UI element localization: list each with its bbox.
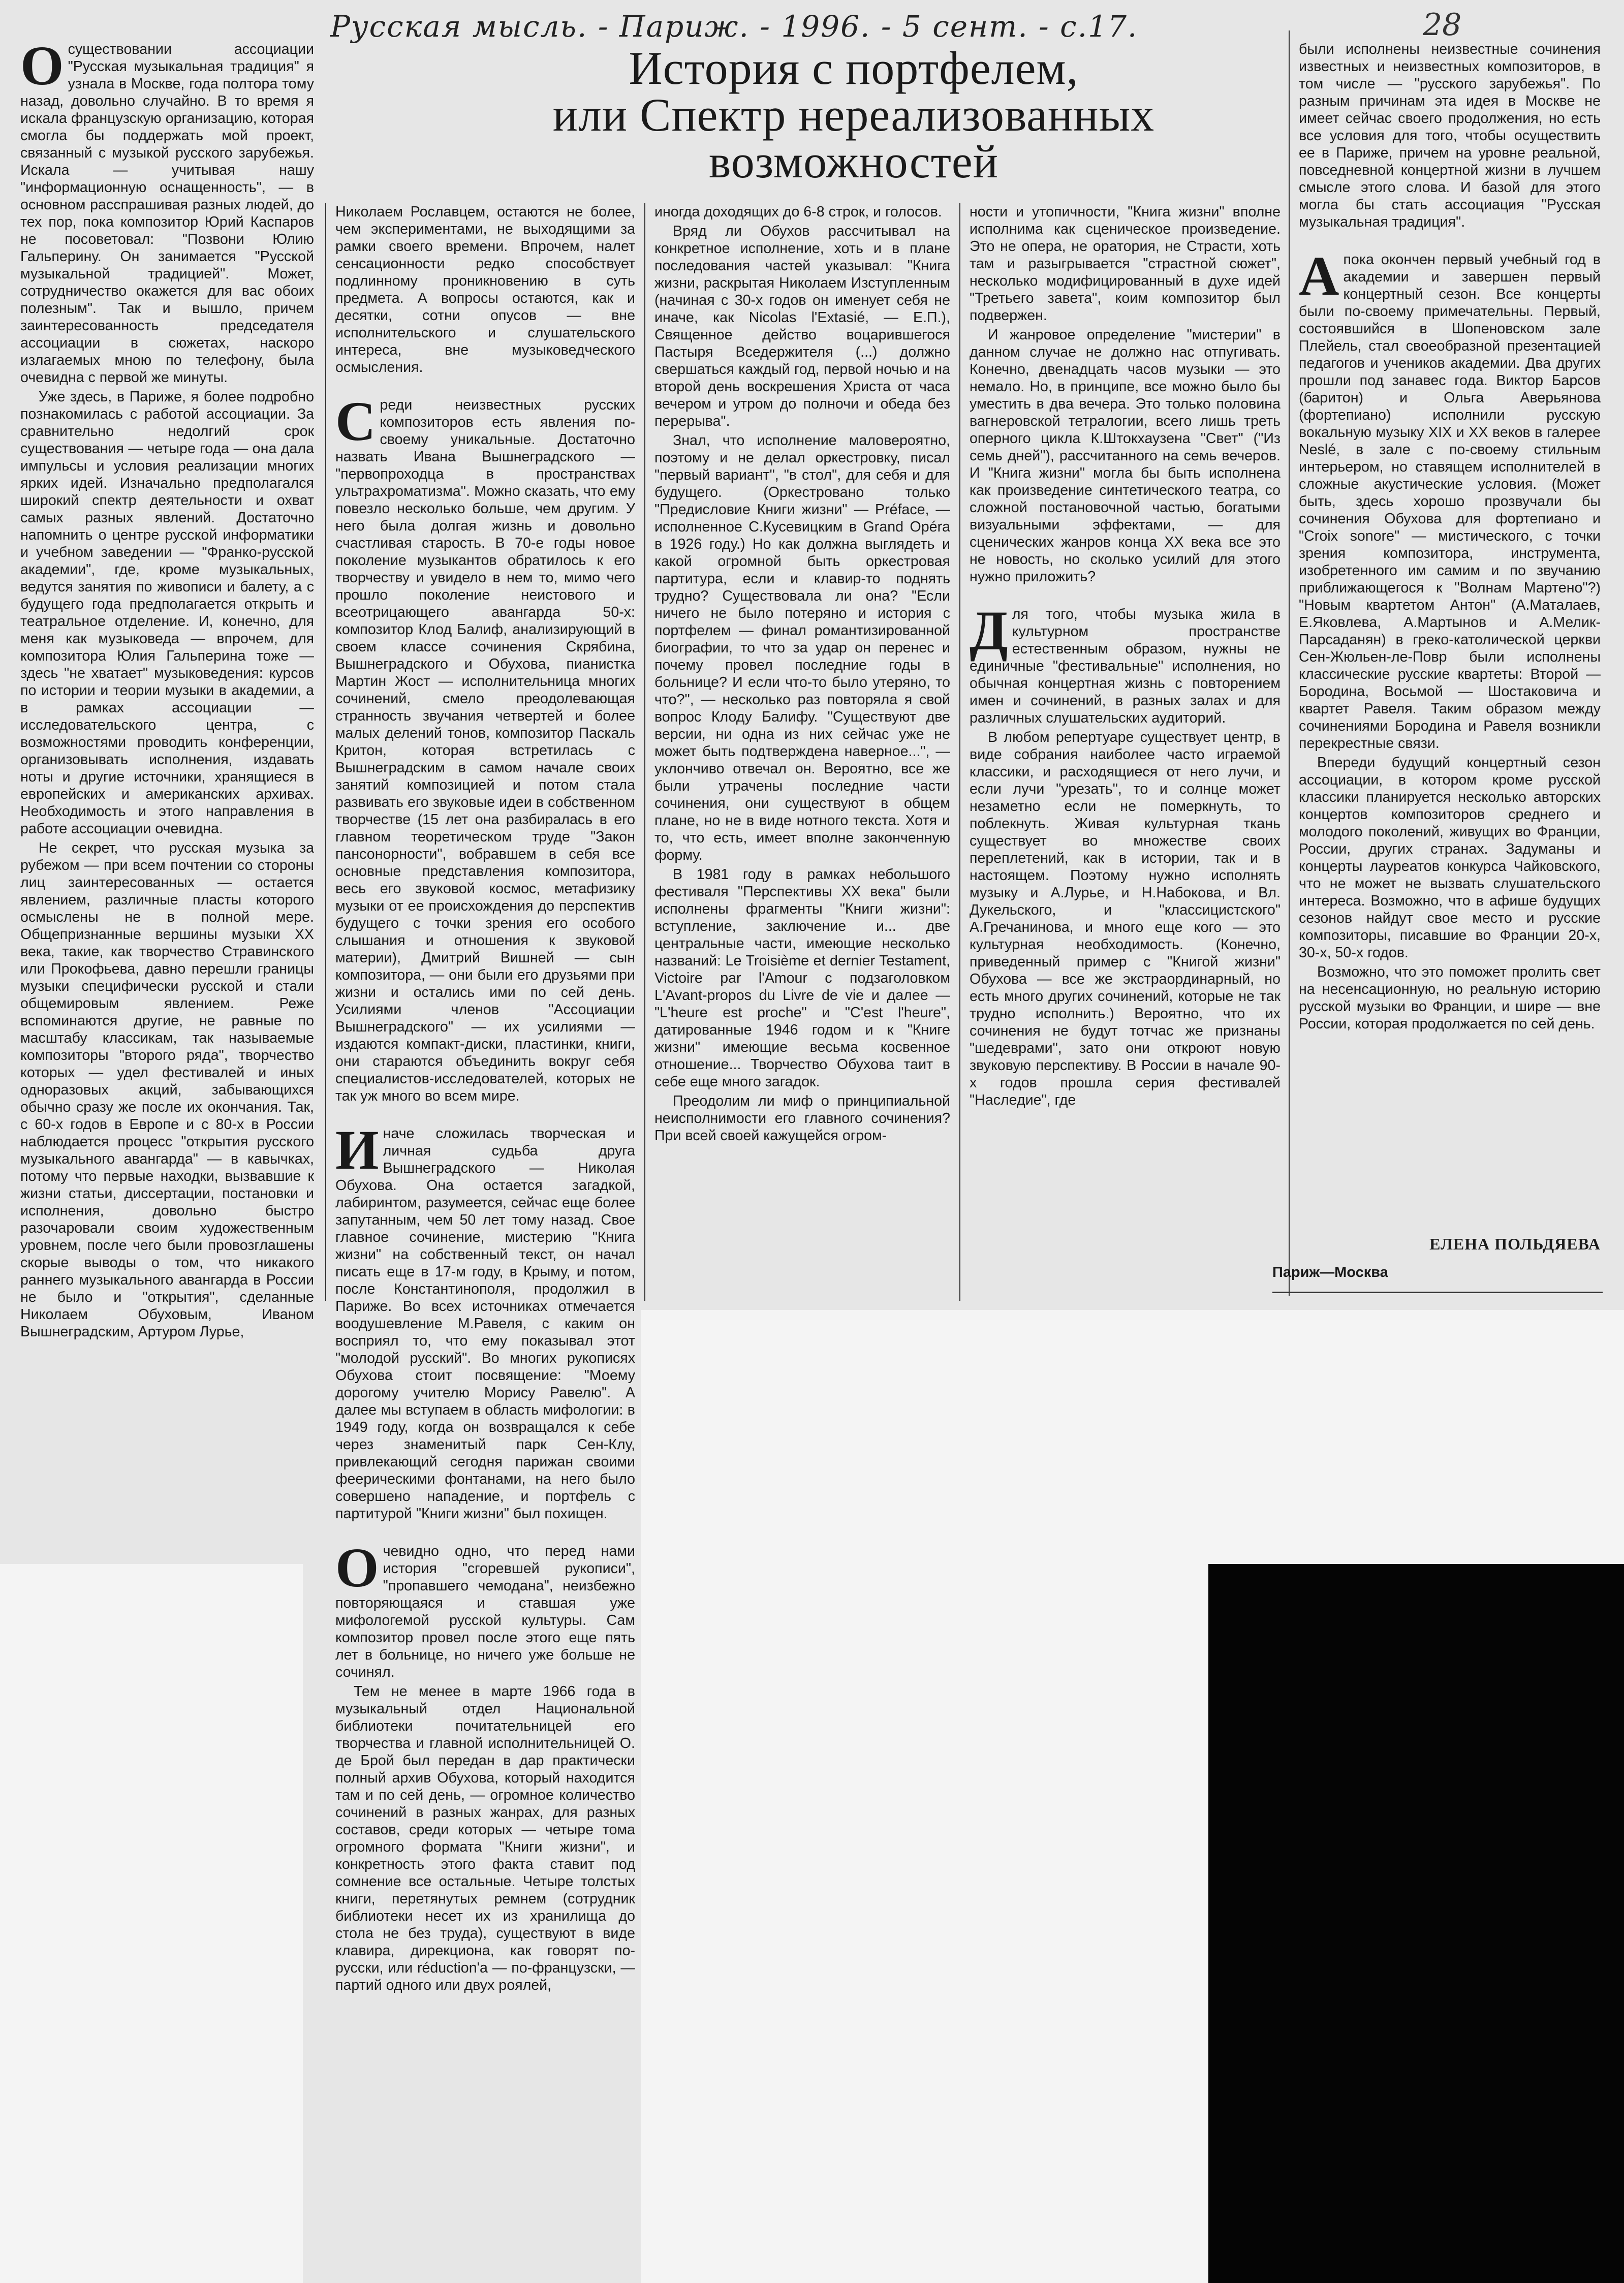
headline-line-2: или Спектр нереализованных <box>552 89 1155 141</box>
column-rule-3 <box>959 203 960 1301</box>
paragraph: Среди неизвестных русских композиторов есть явления по-своему уникальные. Достаточно назвать Ивана Вышнеградского — "первопроходца в пространствах ультрахроматизма". Можно сказать, что ему повезло несколько больше, чем другим. У него была долгая жизнь и довольно счастливая старость. В 70-е годы новое поколение музыкантов обратилось к его творчеству и увидело в нем то, мимо чего прошло поколение неистового и всеотрицающего авангарда 50-х: композитор Клод Балиф, анализирующий в своем классе сочинения Скрябина, Вышнеградского и Обухова, пианистка Мартин Жост — исполнительница многих сочинений, смело преодолевающая странность звучания четвертей и более малых делений тонов, композитор Паскаль Критон, которая встретилась с Вышнеградским в самом начале своих занятий композицией и потом стала развивать его звуковые идеи в собственном творчестве (15 лет она разбиралась в его главном теоретическом труде "Закон пансонорности", вобравшем в себя все основные представления композитора, весь его звуковой космос, метафизику музыки от ее происхождения до перспектив будущего с точки зрения его особого слышания и отношения к звуковой материи), Дмитрий Вишней — сын композитора, — они были его друзьями при жизни и остались ими по сей день. Усилиями членов "Ассоциации Вышнеградского" — их усилиями — издаются компакт-диски, пластинки, книги, они стараются объединить вокруг себя специалистов-исследователей, которых не так уж много во всем мире. <box>335 390 635 1104</box>
column-rule-4 <box>1289 30 1290 1296</box>
paragraph: В 1981 году в рамках небольшого фестиваля "Перспективы XX века" были исполнены фрагменты "Книги жизни": вступление, заключение и... две центральные части, имеющие несколько названий: Le Troisième et dernier Testament, Victoire par l'Amour с подзаголовком L'Avant-propos du Livre de vie и далее — "L'heure est proche" и "C'est l'heure", датированные 1946 годом и к "Книге жизни" имеющие весьма косвенное отношение... Творчество Обухова таит в себе еще много загадок. <box>654 866 950 1090</box>
paragraph: Для того, чтобы музыка жила в культурном пространстве естественным образом, нужны не единичные "фестивальные" исполнения, но обычная концертная жизнь с повторением имен и сочинений, в разных залах и для различных слушательских аудиторий. <box>970 600 1281 726</box>
paragraph: были исполнены неизвестные сочинения известных и неизвестных композиторов, в том числе — "русского зарубежья". По разным причинам эта идея в Москве не имеет сейчас своего продолжения, но есть все условия для того, чтобы осуществить ее в Париже, причем на уровне реальной, повседневной концертной жизни в лучшем смысле этого слова. И базой для этого могла бы стать ассоциация "Русская музыкальная традиция". <box>1299 41 1601 230</box>
blank-area-right <box>641 1310 1624 1564</box>
byline-place: Париж—Москва <box>1272 1264 1388 1280</box>
column-rule-1 <box>325 203 326 1301</box>
paragraph: Очевидно одно, что перед нами история "сгоревшей рукописи", "пропавшего чемодана", неизбежно повторяющаяся и ставшая уже мифологемой русской культуры. Сам композитор провел после этого еще пять лет в больнице, но ничего уже больше не сочинял. <box>335 1537 635 1680</box>
paragraph: Возможно, что это поможет пролить свет на несенсационную, но реальную историю русской музыки во Франции, и шире — вне России, которая продолжается по сей день. <box>1299 964 1601 1032</box>
paragraph: Иначе сложилась творческая и личная судьба друга Вышнеградского — Николая Обухова. Она остается загадкой, лабиринтом, разумеется, сейчас еще более запутанным, чем 50 лет тому назад. Свое главное сочинение, мистерию "Книга жизни" на собственный текст, он начал писать еще в 17-м году, в Крыму, и потом, после Константинополя, продолжил в Париже. Во всех источниках отмечается воодушевление М.Равеля, с каким он восприял то, что ему показывал этот "молодой русский". Во многих рукописях Обухова стоит посвящение: "Моему дорогому учителю Морису Равелю". А далее мы вступаем в область мифологии: в 1949 году, когда он возвращался к себе через знаменитый парк Сен-Клу, привлекающий сегодня парижан своими феерическими фонтанами, на него было совершено нападение, и портфель с партитурой "Книги жизни" был похищен. <box>335 1119 635 1522</box>
paragraph: Николаем Рославцем, остаются не более, чем экспериментами, не выходящими за рамки своего времени. Впрочем, налет сенсационности редко способствует подлинному проникновению в суть предмета. А вопросы остаются, как и десятки, сотни опусов — вне исполнительского и слушательского интереса, вне музыковедческого осмысления. <box>335 204 635 376</box>
article-headline <box>401 42 1306 187</box>
paragraph: ности и утопичности, "Книга жизни" вполне исполнима как сценическое произведение. Это не опера, не оратория, не Страсти, хоть там и разыгрывается "страстной сюжет", несколько модифицированный в духе идей "Третьего завета", коим композитор был подвержен. <box>970 204 1281 324</box>
byline-author: ЕЛЕНА ПОЛЬДЯЕВА <box>1429 1235 1601 1253</box>
paragraph: Уже здесь, в Париже, я более подробно познакомилась с работой ассоциации. За сравнительно недолгий срок существования — четыре года — она дала импульсы и условия реализации многих ярких идей. Изначально предполагался широкий спектр деятельности и охват самых разных явлений. Достаточно напомнить о центре русской информатики и учебном заведении — "Франко-русской академии", где, кроме музыкальных, ведутся занятия по живописи и балету, а с будущего года предполагается открыть и театральное отделение. И, конечно, для меня как музыковеда — впрочем, для композитора Юлия Гальперина тоже — здесь "не хватает" музыковедения: курсов по истории и теории музыки в академии, а в рамках ассоциации — исследовательского центра, с возможностями проводить конференции, организовывать исполнения, издавать ноты и другие источники, хранящиеся в европейских и американских архивах. Необходимость и этого направления в работе ассоциации очевидна. <box>20 389 314 837</box>
article-column-4 <box>970 203 1281 1301</box>
blank-area-bottom-left <box>0 1564 303 2283</box>
black-scan-area <box>1208 1564 1624 2283</box>
paragraph: Осуществовании ассоциации "Русская музыкальная традиция" я узнала в Москве, года полтора тому назад, довольно случайно. В то время я искала французскую организацию, которая смогла бы поддержать мой проект, связанный с музыкой русского зарубежья. Искала — учитывая нашу "информационную оснащенность", — в основном расспрашивая разных людей, до тех пор, пока композитор Юрий Каспаров не посоветовал: "Позвони Юлию Гальперину. Он занимается "Русской музыкальной традицией". Может, сотрудничество окажется для вас обоих полезным". Так и вышло, причем заинтересованность председателя ассоциации в сюжетах, наскоро излагаемых мною по телефону, была очевидна с первой же минуты. <box>20 41 314 386</box>
column-rule-2 <box>644 203 645 1301</box>
paragraph: Знал, что исполнение маловероятно, поэтому и не делал оркестровку, писал "первый вариант", "в стол", для себя и для будущего. (Оркестровано только "Предисловие Книги жизни" — Préface, — исполненное С.Кусевицким в Grand Opéra в 1926 году.) Но как должна выглядеть и какой огромной быть оркестровая партитура, если и клавир-то поднять трудно? Существовала ли она? "Если ничего не было потеряно и история с портфелем — финал романтизированной биографии, то что за удар он перенес и почему провел последние годы в больнице? И если что-то было утеряно, то что?", — несколько раз повторяла я свой вопрос Клоду Балифу. "Существуют две версии, ни одна из них сейчас уже не может быть подтверждена наверное...", — уклончиво отвечал он. Вероятно, все же были утрачены последние части сочинения, они существуют в общем плане, но не в виде нотного текста. Хотя и то, что есть, имеет вполне законченную форму. <box>654 432 950 863</box>
paragraph: В любом репертуаре существует центр, в виде собрания наиболее часто играемой классики, и расходящиеся от него лучи, и если лучи "урезать", то и солнце может незаметно если не померкнуть, то поблекнуть. Живая культурная ткань существует во множестве своих переплетений, как в истории, так и в настоящем. Поэтому нужно исполнять музыку и А.Лурье, и Н.Набокова, и Вл. Дукельского, и "классицистского" А.Гречанинова, и много еще кого — это культурная необходимость. (Конечно, приведенный пример с "Книгой жизни" Обухова — все же экстраординарный, но есть много других сочинений, которые не так трудно исполнить.) Вероятно, что их сочинения не будут тотчас же признаны "шедеврами", зато они откроют новую звуковую перспективу. В России в начале 90-х годов прошла серия фестивалей "Наследие", где <box>970 729 1281 1108</box>
article-column-1 <box>20 41 314 1535</box>
byline-rule <box>1272 1292 1603 1293</box>
paragraph: Преодолим ли миф о принципиальной неисполнимости его главного сочинения? При всей своей кажущейся огром- <box>654 1093 950 1144</box>
paragraph: Впереди будущий концертный сезон ассоциации, в котором кроме русской классики планируется несколько авторских концертов композиторов среднего и молодого поколений, живущих во Франции, России, других странах. Задуманы и концерты лауреатов конкурса Чайковского, что не может не вызвать слушательского интереса. Возможно, что в афише будущих сезонов найдут свое место и русские композиторы, писавшие во Франции 20-х, 30-х, 50-х годов. <box>1299 755 1601 961</box>
article-column-3 <box>654 203 950 1301</box>
handwritten-page-number: 28 <box>1423 7 1462 43</box>
article-column-5 <box>1299 41 1601 1225</box>
paragraph: иногда доходящих до 6-8 строк, и голосов. <box>654 204 942 220</box>
paragraph: Вряд ли Обухов рассчитывал на конкретное исполнение, хоть и в плане последования частей указывал: "Книга жизни, раскрытая Николаем Изступленным (начиная с 30-х годов он именует себя не иначе, как Nicolas l'Extasié, — Е.П.), Священное действо воцарившегося Пастыря Вседержителя (...) должно свершаться каждый год, первой ночью и на второй день воскрешения Христа от часа вечером и утром до полночи и обеда без перерыва". <box>654 223 950 429</box>
headline-line-3: возможностей <box>709 136 998 187</box>
paragraph: Апока окончен первый учебный год в академии и завершен первый концертный сезон. Все концерты были по-своему примечательны. Первый, состоявшийся в Шопеновском зале Плейель, стал своеобразной презентацией педагогов и учеников академии. Два других прошли под занавес года. Виктор Барсов (баритон) и Ольга Аверьянова (фортепиано) исполнили русскую вокальную музыку XIX и XX веков в галерее Neslé, в зале с по-своему стильным интерьером, но ставящем исполнителей в сложные акустические условия. (Может быть, здесь хорошо прозвучали бы сочинения Обухова для фортепиано и "Croix sonore" — мистического, с точки зрения композитора, инструмента, изобретенного им самим и по звучанию приближающегося к "Волнам Мартено"?) "Новым квартетом Антон" (А.Маталаев, Е.Яковлева, А.Мартынов и А.Мелик-Парсаданян) в греко-католической церкви Сен-Жюльен-ле-Повр были исполнены классические русские квартеты: Второй — Бородина, Восьмой — Шостаковича и квартет Равеля. Таким образом между сочинениями Бородина и Равеля возникли перекрестные связи. <box>1299 245 1601 752</box>
article-column-2 <box>335 203 635 2266</box>
blank-area-bottom-middle <box>641 1564 1208 2283</box>
paragraph: Не секрет, что русская музыка за рубежом — при всем почтении со стороны лиц заинтересованных — остается явлением, различные пласты которого осмыслены не в полной мере. Общепризнанные вершины музыки XX века, такие, как творчество Стравинского или Прокофьева, давно перешли границы музыки специфически русской и стали общемировым явлением. Реже вспоминаются другие, не равные по масштабу классикам, так называемые композиторы "второго ряда", творчество которых — удел фестивалей и иных одноразовых акций, забывающихся обычно сразу же после их окончания. Так, с 60-х годов в Европе и с 80-х в России наблюдается процесс "открытия русского музыкального авангарда" — в кавычках, потому что первые находки, вызвавшие к жизни статьи, диссертации, постановки и исполнения, довольно быстро разочаровали своим художественным уровнем, после чего были провозглашены скорые выводы о том, что никакого раннего музыкального авангарда в России не было и "открытия", сделанные Николаем Обуховым, Иваном Вышнеградским, Артуром Лурье, <box>20 840 314 1340</box>
paragraph: И жанровое определение "мистерии" в данном случае не должно нас отпугивать. Конечно, двенадцать часов музыки — это немало. Но, в принципе, все можно было бы уместить в два вечера. Это только половина вагнеровской тетралогии, всего лишь треть оперного цикла К.Штокхаузена "Свет" ("Из семь дней"), рассчитанного на семь вечеров. И "Книга жизни" могла бы быть исполнена как произведение синтетического театра, со сложной постановочной частью, богатыми визуальными эффектами, — для сценических жанров конца XX века все это не новость, но сколько усилий для этого нужно приложить? <box>970 327 1281 585</box>
handwritten-source-note: Русская мысль. - Париж. - 1996. - 5 сент. - с.17. <box>330 9 1138 44</box>
paragraph: Тем не менее в марте 1966 года в музыкальный отдел Национальной библиотеки почитательницей его творчества и главной исполнительницей О. де Брой был передан в дар практически полный архив Обухова, который находится там и по сей день, — огромное количество сочинений в разных жанрах, для разных составов, среди которых — четыре тома огромного формата "Книги жизни", и конкретность этого факта ставит под сомнение все остальные. Четыре толстых книги, перетянутых ремнем (сотрудник библиотеки несет их из хранилища до стола не без труда), существуют в виде клавира, дирекциона, как говорят по-русски, или réduction'а — по-французски, — партий одного или двух роялей, <box>335 1683 635 1993</box>
headline-line-1: История с портфелем, <box>629 42 1079 94</box>
